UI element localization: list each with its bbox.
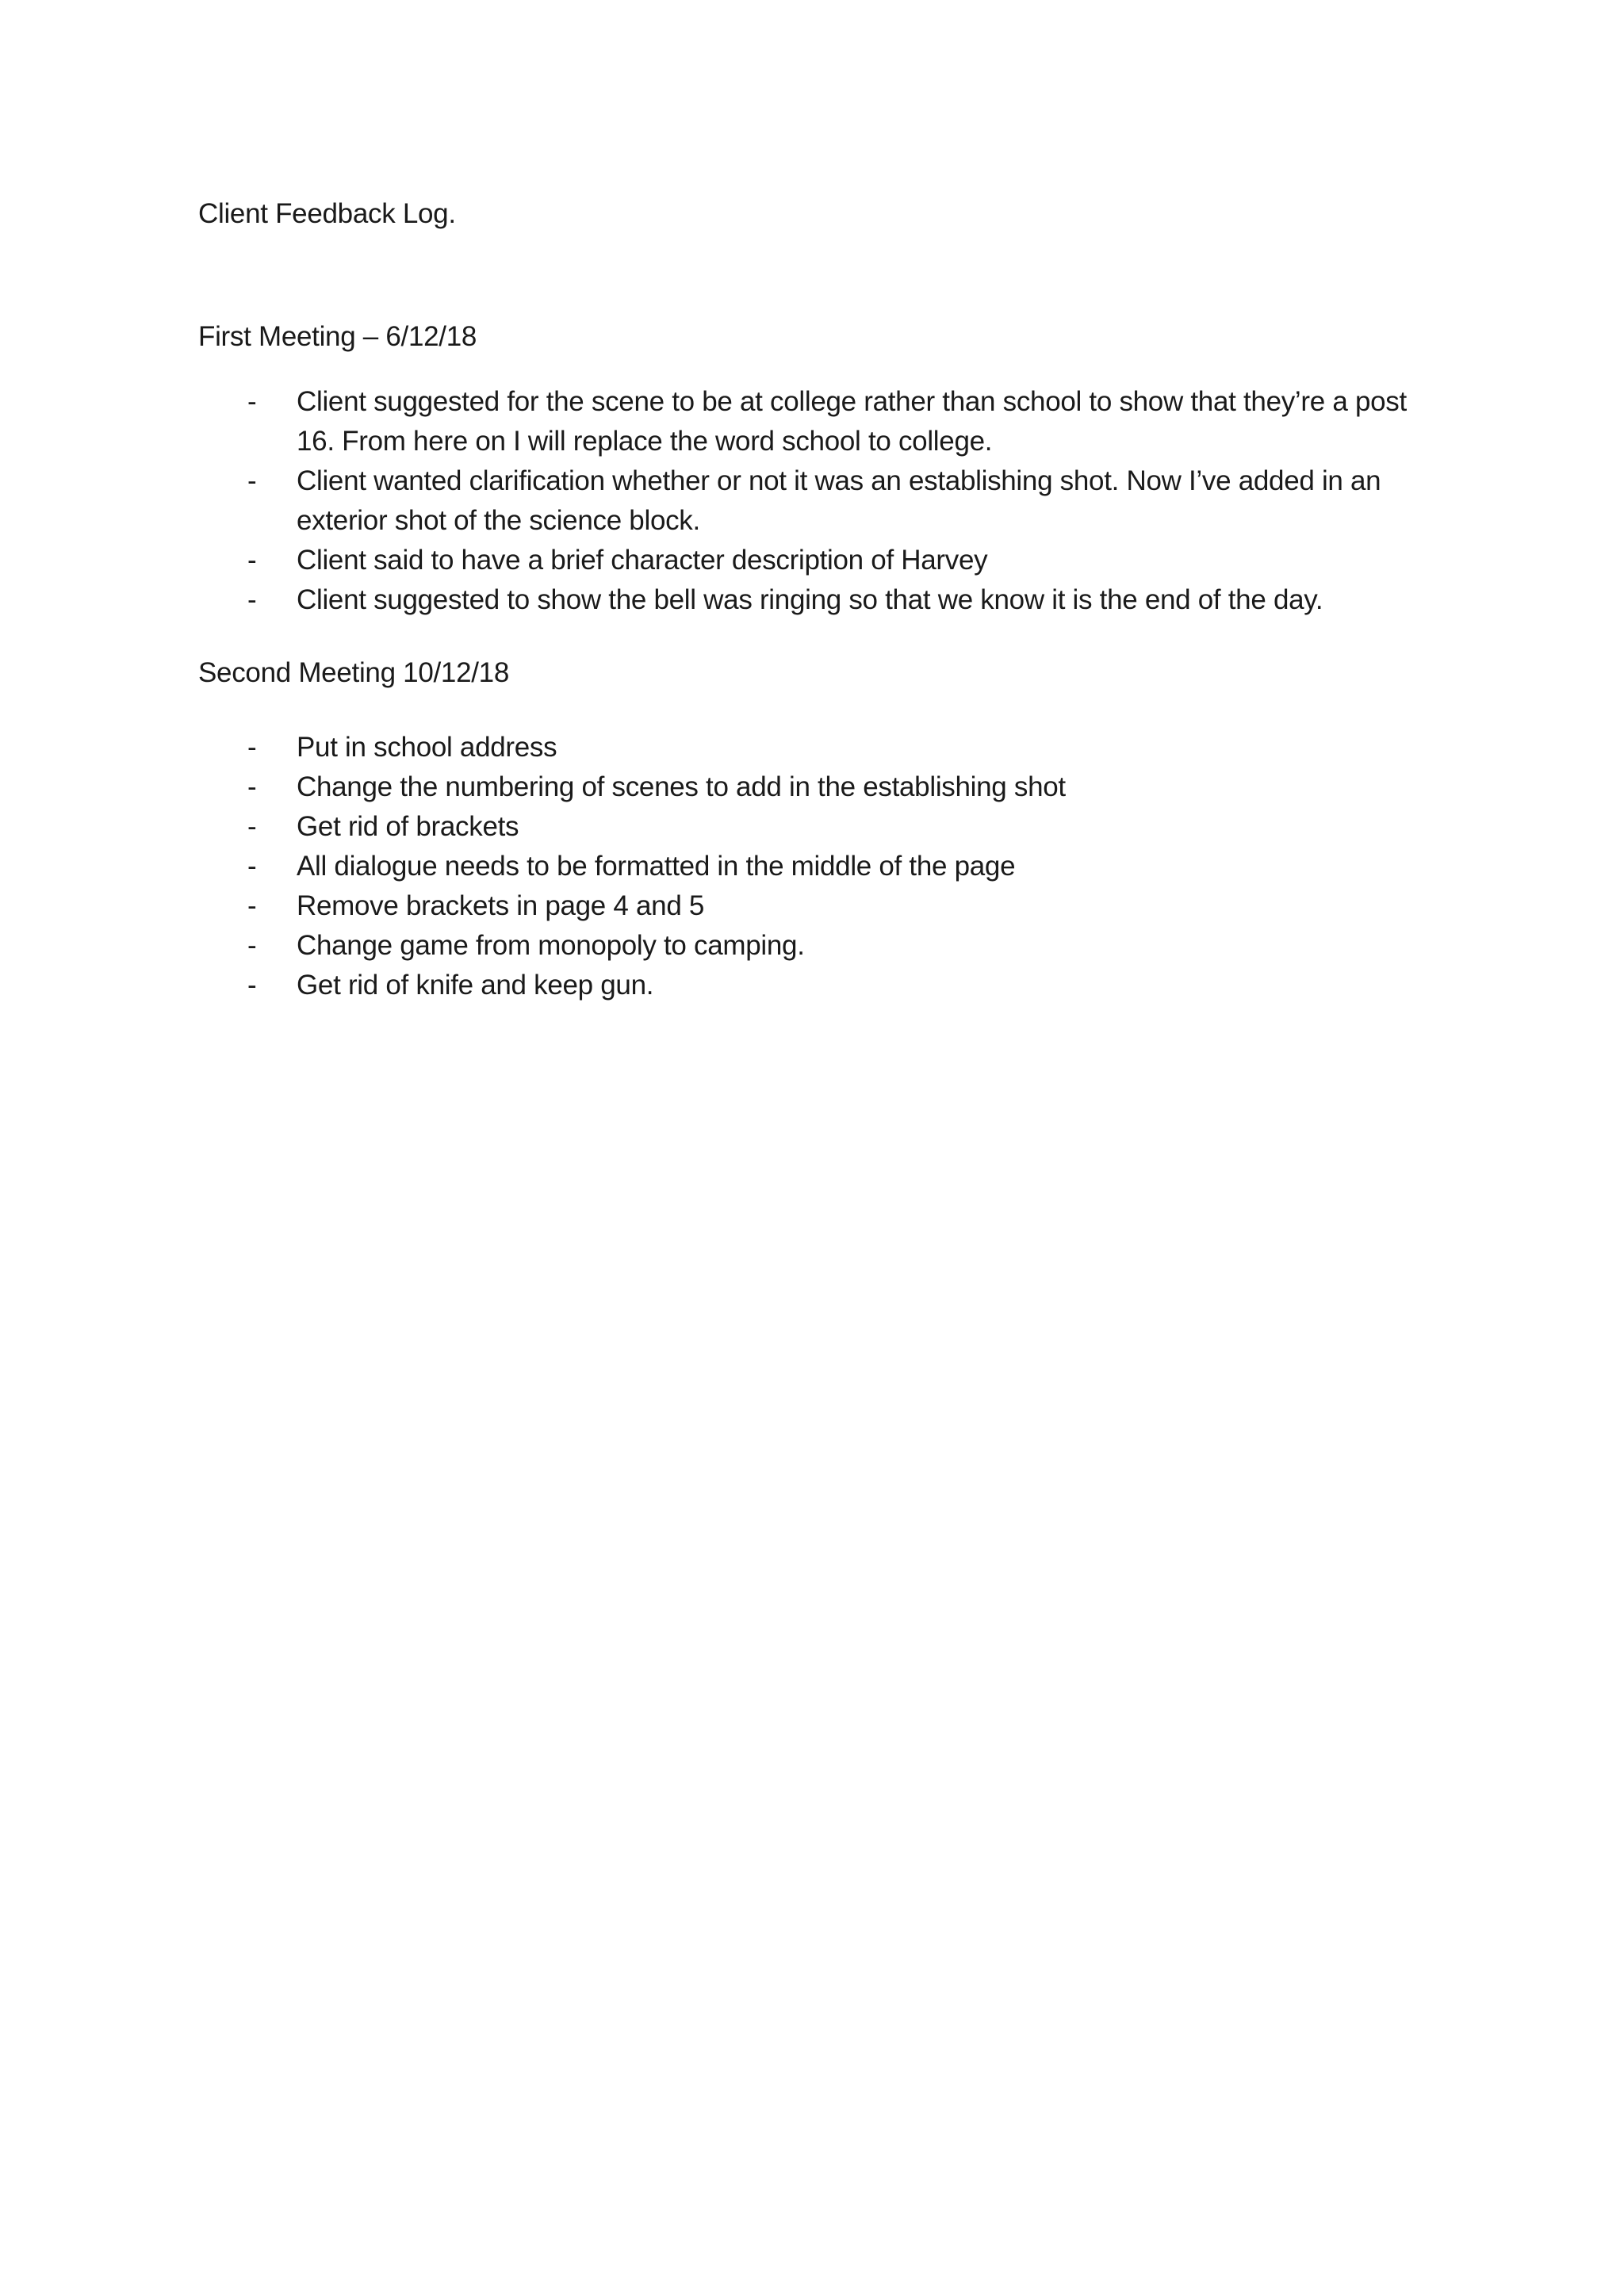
list-item-text: Change the numbering of scenes to add in the establishing shot — [297, 771, 1066, 802]
list-item — [198, 847, 1451, 886]
first-meeting-list — [198, 382, 1451, 620]
bullet-dash: - — [247, 890, 257, 921]
list-item — [198, 886, 1451, 926]
bullet-dash: - — [247, 386, 257, 417]
list-item — [198, 966, 1451, 1005]
list-item — [198, 580, 1451, 620]
bullet-dash: - — [247, 732, 257, 763]
second-meeting-heading: Second Meeting 10/12/18 — [198, 657, 510, 688]
bullet-dash: - — [247, 851, 257, 882]
bullet-dash: - — [247, 811, 257, 842]
list-item-text: Get rid of brackets — [297, 811, 519, 842]
first-meeting-heading: First Meeting – 6/12/18 — [198, 321, 477, 352]
bullet-dash: - — [247, 771, 257, 802]
list-item — [198, 728, 1451, 767]
list-item-text: Client suggested to show the bell was ringing so that we know it is the end of the day. — [297, 584, 1323, 615]
list-item-text: Get rid of knife and keep gun. — [297, 970, 654, 1001]
list-item-text: Put in school address — [297, 732, 557, 763]
document-title: Client Feedback Log. — [198, 198, 456, 229]
bullet-dash: - — [247, 930, 257, 961]
list-item-text: Client wanted clarification whether or not it was an establishing shot. Now I’ve added in an exterior shot of the science block. — [297, 465, 1381, 536]
list-item — [198, 541, 1451, 580]
list-item — [198, 926, 1451, 966]
list-item — [198, 382, 1451, 461]
list-item — [198, 807, 1451, 847]
list-item-text: Client said to have a brief character description of Harvey — [297, 545, 988, 576]
bullet-dash: - — [247, 545, 257, 576]
list-item-text: All dialogue needs to be formatted in the middle of the page — [297, 851, 1016, 882]
list-item-text: Client suggested for the scene to be at college rather than school to show that they’re a post 16. From here on I will replace the word school to college. — [297, 386, 1407, 457]
second-meeting-list — [198, 728, 1451, 1005]
bullet-dash: - — [247, 584, 257, 615]
list-item — [198, 461, 1451, 541]
bullet-dash: - — [247, 970, 257, 1001]
list-item-text: Change game from monopoly to camping. — [297, 930, 805, 961]
list-item — [198, 767, 1451, 807]
bullet-dash: - — [247, 465, 257, 496]
list-item-text: Remove brackets in page 4 and 5 — [297, 890, 705, 921]
document-content — [198, 194, 1451, 1005]
